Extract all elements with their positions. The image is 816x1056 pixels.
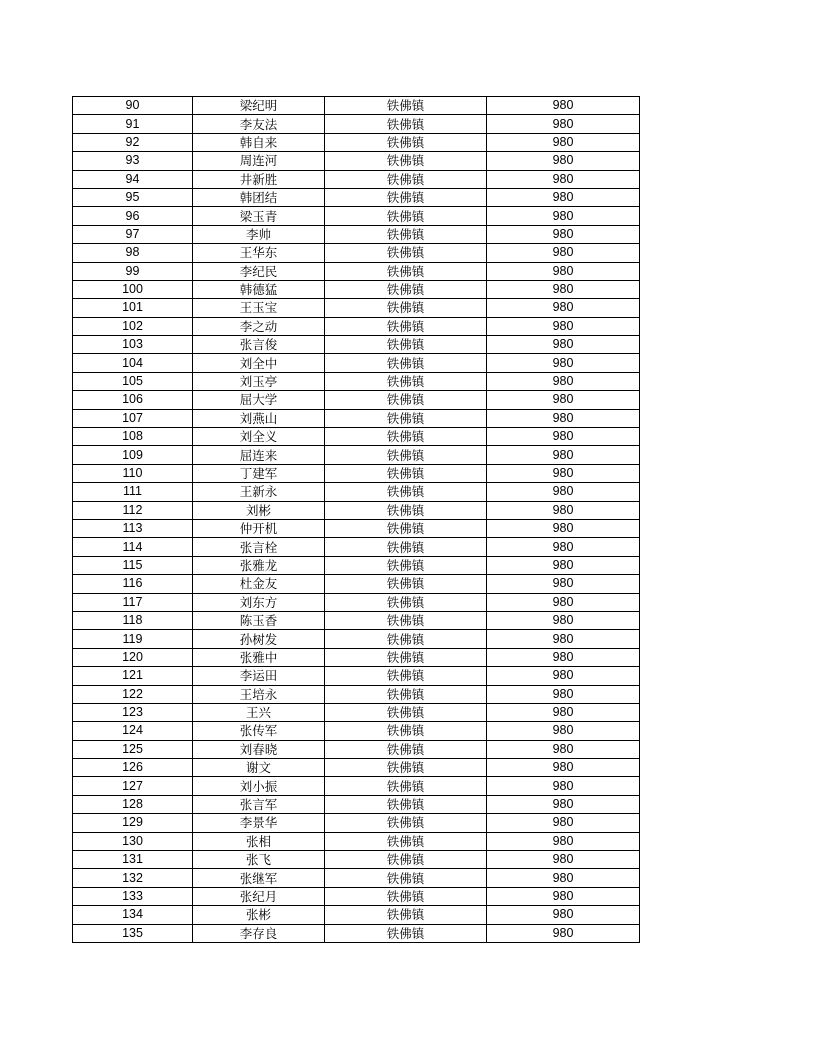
table-row [73, 170, 640, 188]
name-cell: 张继军 [193, 869, 325, 887]
table-row [73, 777, 640, 795]
table-row [73, 97, 640, 115]
name-cell: 张彬 [193, 906, 325, 924]
name-cell: 刘玉亭 [193, 372, 325, 390]
name-cell: 李纪民 [193, 262, 325, 280]
table-row [73, 685, 640, 703]
name-cell: 张相 [193, 832, 325, 850]
name-cell: 刘小振 [193, 777, 325, 795]
amount-cell: 980 [487, 703, 640, 721]
town-cell: 铁佛镇 [325, 814, 487, 832]
town-cell: 铁佛镇 [325, 428, 487, 446]
amount-cell: 980 [487, 887, 640, 905]
row-number-cell: 123 [73, 703, 193, 721]
name-cell: 李存良 [193, 924, 325, 942]
table-row [73, 262, 640, 280]
town-cell: 铁佛镇 [325, 759, 487, 777]
name-cell: 刘全中 [193, 354, 325, 372]
table-row [73, 133, 640, 151]
amount-cell: 980 [487, 740, 640, 758]
table-row [73, 648, 640, 666]
row-number-cell: 91 [73, 115, 193, 133]
roster-table-body [73, 97, 640, 943]
table-row [73, 906, 640, 924]
table-row [73, 869, 640, 887]
table-row [73, 464, 640, 482]
town-cell: 铁佛镇 [325, 703, 487, 721]
name-cell: 刘彬 [193, 501, 325, 519]
town-cell: 铁佛镇 [325, 97, 487, 115]
row-number-cell: 106 [73, 391, 193, 409]
row-number-cell: 96 [73, 207, 193, 225]
town-cell: 铁佛镇 [325, 556, 487, 574]
town-cell: 铁佛镇 [325, 648, 487, 666]
town-cell: 铁佛镇 [325, 924, 487, 942]
name-cell: 王兴 [193, 703, 325, 721]
amount-cell: 980 [487, 648, 640, 666]
amount-cell: 980 [487, 759, 640, 777]
amount-cell: 980 [487, 391, 640, 409]
table-row [73, 851, 640, 869]
amount-cell: 980 [487, 317, 640, 335]
table-row [73, 428, 640, 446]
row-number-cell: 131 [73, 851, 193, 869]
town-cell: 铁佛镇 [325, 336, 487, 354]
name-cell: 梁玉青 [193, 207, 325, 225]
name-cell: 孙树发 [193, 630, 325, 648]
name-cell: 刘燕山 [193, 409, 325, 427]
table-row [73, 832, 640, 850]
row-number-cell: 100 [73, 280, 193, 298]
name-cell: 张言俊 [193, 336, 325, 354]
amount-cell: 980 [487, 575, 640, 593]
name-cell: 韩自来 [193, 133, 325, 151]
table-row [73, 372, 640, 390]
row-number-cell: 101 [73, 299, 193, 317]
town-cell: 铁佛镇 [325, 519, 487, 537]
amount-cell: 980 [487, 280, 640, 298]
row-number-cell: 126 [73, 759, 193, 777]
name-cell: 王华东 [193, 244, 325, 262]
row-number-cell: 134 [73, 906, 193, 924]
table-row [73, 409, 640, 427]
town-cell: 铁佛镇 [325, 611, 487, 629]
town-cell: 铁佛镇 [325, 538, 487, 556]
town-cell: 铁佛镇 [325, 225, 487, 243]
amount-cell: 980 [487, 428, 640, 446]
table-row [73, 630, 640, 648]
name-cell: 张雅龙 [193, 556, 325, 574]
row-number-cell: 118 [73, 611, 193, 629]
amount-cell: 980 [487, 170, 640, 188]
row-number-cell: 115 [73, 556, 193, 574]
name-cell: 仲开机 [193, 519, 325, 537]
row-number-cell: 116 [73, 575, 193, 593]
name-cell: 王培永 [193, 685, 325, 703]
row-number-cell: 98 [73, 244, 193, 262]
table-row [73, 575, 640, 593]
town-cell: 铁佛镇 [325, 207, 487, 225]
town-cell: 铁佛镇 [325, 906, 487, 924]
row-number-cell: 122 [73, 685, 193, 703]
table-row [73, 336, 640, 354]
row-number-cell: 99 [73, 262, 193, 280]
town-cell: 铁佛镇 [325, 777, 487, 795]
amount-cell: 980 [487, 906, 640, 924]
amount-cell: 980 [487, 446, 640, 464]
row-number-cell: 94 [73, 170, 193, 188]
amount-cell: 980 [487, 501, 640, 519]
row-number-cell: 132 [73, 869, 193, 887]
amount-cell: 980 [487, 372, 640, 390]
amount-cell: 980 [487, 777, 640, 795]
table-row [73, 299, 640, 317]
table-row [73, 115, 640, 133]
town-cell: 铁佛镇 [325, 188, 487, 206]
amount-cell: 980 [487, 133, 640, 151]
row-number-cell: 111 [73, 483, 193, 501]
row-number-cell: 92 [73, 133, 193, 151]
table-row [73, 519, 640, 537]
amount-cell: 980 [487, 630, 640, 648]
row-number-cell: 93 [73, 152, 193, 170]
row-number-cell: 102 [73, 317, 193, 335]
amount-cell: 980 [487, 538, 640, 556]
name-cell: 李景华 [193, 814, 325, 832]
name-cell: 屈连来 [193, 446, 325, 464]
name-cell: 刘全义 [193, 428, 325, 446]
name-cell: 谢文 [193, 759, 325, 777]
row-number-cell: 133 [73, 887, 193, 905]
name-cell: 李友法 [193, 115, 325, 133]
name-cell: 张飞 [193, 851, 325, 869]
table-row [73, 722, 640, 740]
table-row [73, 611, 640, 629]
table-row [73, 740, 640, 758]
table-row [73, 703, 640, 721]
amount-cell: 980 [487, 814, 640, 832]
town-cell: 铁佛镇 [325, 299, 487, 317]
table-row [73, 152, 640, 170]
row-number-cell: 129 [73, 814, 193, 832]
town-cell: 铁佛镇 [325, 575, 487, 593]
table-row [73, 556, 640, 574]
name-cell: 张言栓 [193, 538, 325, 556]
town-cell: 铁佛镇 [325, 133, 487, 151]
table-row [73, 244, 640, 262]
name-cell: 张纪月 [193, 887, 325, 905]
row-number-cell: 95 [73, 188, 193, 206]
amount-cell: 980 [487, 152, 640, 170]
table-row [73, 593, 640, 611]
town-cell: 铁佛镇 [325, 795, 487, 813]
town-cell: 铁佛镇 [325, 832, 487, 850]
town-cell: 铁佛镇 [325, 372, 487, 390]
table-row [73, 225, 640, 243]
amount-cell: 980 [487, 869, 640, 887]
row-number-cell: 103 [73, 336, 193, 354]
name-cell: 李之动 [193, 317, 325, 335]
town-cell: 铁佛镇 [325, 152, 487, 170]
name-cell: 杜金友 [193, 575, 325, 593]
row-number-cell: 112 [73, 501, 193, 519]
amount-cell: 980 [487, 519, 640, 537]
name-cell: 张雅中 [193, 648, 325, 666]
amount-cell: 980 [487, 354, 640, 372]
amount-cell: 980 [487, 611, 640, 629]
amount-cell: 980 [487, 593, 640, 611]
amount-cell: 980 [487, 244, 640, 262]
town-cell: 铁佛镇 [325, 685, 487, 703]
amount-cell: 980 [487, 207, 640, 225]
amount-cell: 980 [487, 483, 640, 501]
amount-cell: 980 [487, 262, 640, 280]
town-cell: 铁佛镇 [325, 740, 487, 758]
town-cell: 铁佛镇 [325, 115, 487, 133]
row-number-cell: 107 [73, 409, 193, 427]
town-cell: 铁佛镇 [325, 483, 487, 501]
amount-cell: 980 [487, 115, 640, 133]
name-cell: 王玉宝 [193, 299, 325, 317]
row-number-cell: 108 [73, 428, 193, 446]
table-row [73, 207, 640, 225]
table-row [73, 795, 640, 813]
amount-cell: 980 [487, 851, 640, 869]
town-cell: 铁佛镇 [325, 317, 487, 335]
table-row [73, 924, 640, 942]
town-cell: 铁佛镇 [325, 630, 487, 648]
table-row [73, 354, 640, 372]
table-row [73, 483, 640, 501]
table-row [73, 667, 640, 685]
table-row [73, 538, 640, 556]
amount-cell: 980 [487, 336, 640, 354]
name-cell: 屈大学 [193, 391, 325, 409]
town-cell: 铁佛镇 [325, 869, 487, 887]
name-cell: 丁建军 [193, 464, 325, 482]
name-cell: 韩团结 [193, 188, 325, 206]
row-number-cell: 121 [73, 667, 193, 685]
town-cell: 铁佛镇 [325, 851, 487, 869]
row-number-cell: 97 [73, 225, 193, 243]
row-number-cell: 120 [73, 648, 193, 666]
name-cell: 刘东方 [193, 593, 325, 611]
name-cell: 周连河 [193, 152, 325, 170]
town-cell: 铁佛镇 [325, 409, 487, 427]
town-cell: 铁佛镇 [325, 464, 487, 482]
amount-cell: 980 [487, 225, 640, 243]
row-number-cell: 110 [73, 464, 193, 482]
table-row [73, 887, 640, 905]
row-number-cell: 130 [73, 832, 193, 850]
table-row [73, 759, 640, 777]
row-number-cell: 90 [73, 97, 193, 115]
row-number-cell: 128 [73, 795, 193, 813]
name-cell: 刘春晓 [193, 740, 325, 758]
table-row [73, 446, 640, 464]
table-row [73, 814, 640, 832]
row-number-cell: 105 [73, 372, 193, 390]
row-number-cell: 135 [73, 924, 193, 942]
town-cell: 铁佛镇 [325, 501, 487, 519]
amount-cell: 980 [487, 924, 640, 942]
amount-cell: 980 [487, 97, 640, 115]
row-number-cell: 124 [73, 722, 193, 740]
name-cell: 李运田 [193, 667, 325, 685]
town-cell: 铁佛镇 [325, 244, 487, 262]
amount-cell: 980 [487, 667, 640, 685]
table-row [73, 501, 640, 519]
row-number-cell: 113 [73, 519, 193, 537]
town-cell: 铁佛镇 [325, 391, 487, 409]
name-cell: 王新永 [193, 483, 325, 501]
amount-cell: 980 [487, 556, 640, 574]
town-cell: 铁佛镇 [325, 446, 487, 464]
amount-cell: 980 [487, 188, 640, 206]
table-row [73, 188, 640, 206]
name-cell: 井新胜 [193, 170, 325, 188]
table-row [73, 280, 640, 298]
name-cell: 韩德猛 [193, 280, 325, 298]
town-cell: 铁佛镇 [325, 170, 487, 188]
row-number-cell: 117 [73, 593, 193, 611]
row-number-cell: 127 [73, 777, 193, 795]
town-cell: 铁佛镇 [325, 354, 487, 372]
town-cell: 铁佛镇 [325, 280, 487, 298]
roster-table [72, 96, 640, 943]
name-cell: 张传军 [193, 722, 325, 740]
town-cell: 铁佛镇 [325, 667, 487, 685]
amount-cell: 980 [487, 685, 640, 703]
name-cell: 梁纪明 [193, 97, 325, 115]
name-cell: 李帅 [193, 225, 325, 243]
row-number-cell: 114 [73, 538, 193, 556]
amount-cell: 980 [487, 722, 640, 740]
row-number-cell: 104 [73, 354, 193, 372]
row-number-cell: 119 [73, 630, 193, 648]
amount-cell: 980 [487, 795, 640, 813]
amount-cell: 980 [487, 409, 640, 427]
town-cell: 铁佛镇 [325, 262, 487, 280]
amount-cell: 980 [487, 832, 640, 850]
amount-cell: 980 [487, 299, 640, 317]
table-row [73, 317, 640, 335]
name-cell: 张言军 [193, 795, 325, 813]
table-row [73, 391, 640, 409]
amount-cell: 980 [487, 464, 640, 482]
row-number-cell: 109 [73, 446, 193, 464]
town-cell: 铁佛镇 [325, 887, 487, 905]
town-cell: 铁佛镇 [325, 722, 487, 740]
name-cell: 陈玉香 [193, 611, 325, 629]
row-number-cell: 125 [73, 740, 193, 758]
town-cell: 铁佛镇 [325, 593, 487, 611]
